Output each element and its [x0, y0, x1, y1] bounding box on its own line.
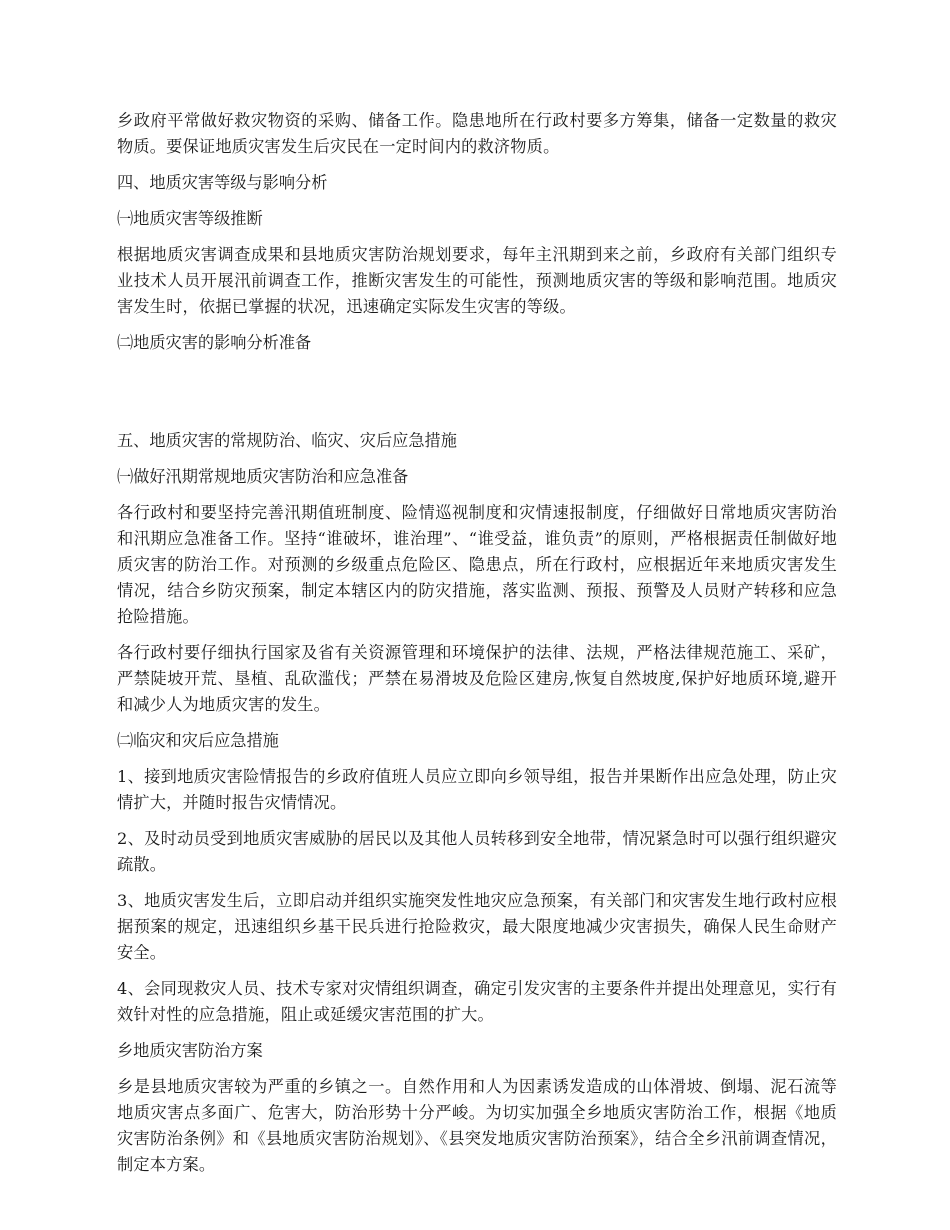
heading-5-1: ㈠做好汛期常规地质灾害防治和应急准备	[117, 467, 409, 486]
heading-5-2: ㈡临灾和灾后应急措施	[117, 731, 279, 750]
paragraph-measure-1: 1、接到地质灾害险情报告的乡政府值班人员应立即向乡领导组，报告并果断作出应急处理，防止灾情扩大，并随时报告灾情情况。	[117, 767, 837, 812]
paragraph-duty-system: 各行政村和要坚持完善汛期值班制度、险情巡视制度和灾情速报制度，仔细做好日常地质灾害防治和汛期应急准备工作。坚持“谁破坏，谁治理”、“谁受益，谁负责”的原则，严格根据责任制做好地质灾害的防治工作。对预测的乡级重点危险区、隐患点，所在行政村，应根据近年来地质灾害发生情况，结合乡防灾预案，制定本辖区内的防灾措施，落实监测、预报、预警及人员财产转移和应急抢险措施。	[117, 503, 837, 626]
paragraph-relief-supplies: 乡政府平常做好救灾物资的采购、储备工作。隐患地所在行政村要多方筹集，储备一定数量的救灾物质。要保证地质灾害发生后灾民在一定时间内的救济物质。	[117, 111, 837, 156]
paragraph-measure-4: 4、会同现救灾人员、技术专家对灾情组织调查，确定引发灾害的主要条件并提出处理意见，实行有效针对性的应急措施，阻止或延缓灾害范围的扩大。	[117, 979, 837, 1024]
blank-gap	[117, 366, 837, 428]
document-page	[117, 108, 837, 1188]
paragraph-measure-3: 3、地质灾害发生后，立即启动并组织实施突发性地灾应急预案，有关部门和灾害发生地行政村应根据预案的规定，迅速组织乡基干民兵进行抢险救灾，最大限度地减少灾害损失，确保人民生命财产安全。	[117, 891, 837, 962]
heading-plan-title: 乡地质灾害防治方案	[117, 1041, 263, 1060]
heading-4-2: ㈡地质灾害的影响分析准备	[117, 333, 312, 352]
paragraph-plan-intro: 乡是县地质灾害较为严重的乡镇之一。自然作用和人为因素诱发造成的山体滑坡、倒塌、泥石流等地质灾害点多面广、危害大，防治形势十分严峻。为切实加强全乡地质灾害防治工作，根据《地质灾害防治条例》和《县地质灾害防治规划》、《县突发地质灾害防治预案》，结合全乡汛前调查情况，制定本方案。	[117, 1077, 837, 1174]
paragraph-grade-inference: 根据地质灾害调查成果和县地质灾害防治规划要求，每年主汛期到来之前，乡政府有关部门组织专业技术人员开展汛前调查工作，推断灾害发生的可能性，预测地质灾害的等级和影响范围。地质灾害发生时，依据已掌握的状况，迅速确定实际发生灾害的等级。	[117, 245, 837, 316]
heading-4-1: ㈠地质灾害等级推断	[117, 209, 263, 228]
heading-section-5: 五、地质灾害的常规防治、临灾、灾后应急措施	[117, 431, 457, 450]
heading-section-4: 四、地质灾害等级与影响分析	[117, 173, 328, 192]
paragraph-measure-2: 2、及时动员受到地质灾害威胁的居民以及其他人员转移到安全地带，情况紧急时可以强行组织避灾疏散。	[117, 829, 837, 874]
paragraph-law-enforcement: 各行政村要仔细执行国家及省有关资源管理和环境保护的法律、法规，严格法律规范施工、采矿，严禁陡坡开荒、垦植、乱砍滥伐；严禁在易滑坡及危险区建房,恢复自然坡度,保护好地质环境,避开和减少人为地质灾害的发生。	[117, 643, 837, 714]
